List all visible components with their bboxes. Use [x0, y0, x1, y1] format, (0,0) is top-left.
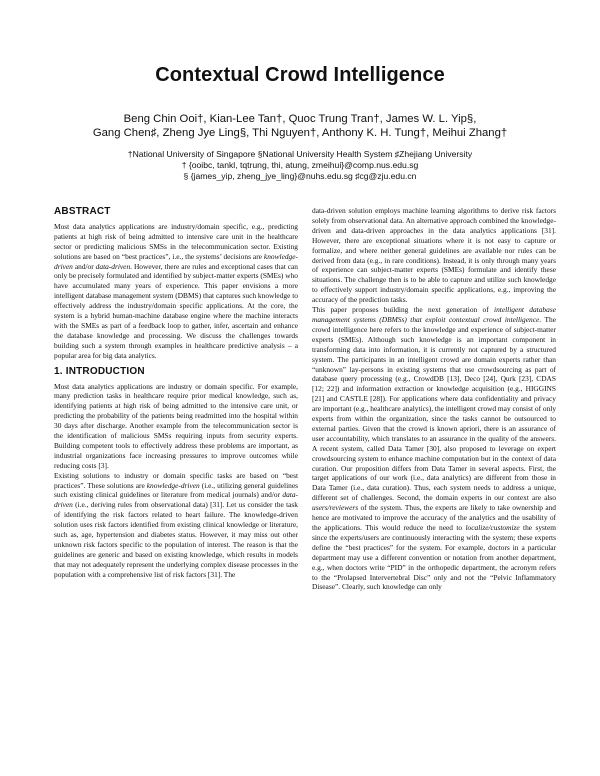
right-paragraph-1: data-driven solution employs machine learning algorithms to derive risk factors solely from observational data. An alternative approach combined the knowledge-driven and data-driven approaches in the data analytics applications [31]. However, there are exceptional situations where it is not easy to capture or formalize, and where neither general guidelines are available nor rules can be derived from data (e.g., in rare conditions). Instead, it is only through many years of experience can subject-matter experts (SMEs) formulate and identify these situations. The challenge then is to be able to capture and utilize such knowledge to effectively support industry/domain specific applications, e.g., improving the accuracy of the prediction tasks. [312, 206, 556, 305]
intro-paragraph-2: Existing solutions to industry or domain specific tasks are based on “best practices”. These solutions are knowledge-driven (i.e., utilizing general guidelines such existing clinical guidelines or literature from medical journals) and/or data-driven (i.e., deriving rules from observational data) [31]. Let us consider the task of identifying the risk factors related to heart failure. The knowledge-driven solution uses risk factors identified from existing clinical knowledge or literature, such as, age, hypertension and diabetes status. However, it may miss out other unknown risk factors specific to the population of interest. The reason is that the guidelines are generic and based on existing knowledge, which results in models that may not adequately represent the underlying complex disease processes in the population with a comprehensive list of risk factors [31]. The [54, 470, 298, 579]
introduction-heading: 1. INTRODUCTION [54, 365, 145, 377]
abstract-heading: ABSTRACT [54, 207, 111, 217]
paper-title: Contextual Crowd Intelligence [155, 64, 445, 86]
affiliations: †National University of Singapore §National University Health System ♯Zhejiang University [127, 149, 473, 159]
left-column [54, 207, 298, 767]
right-paragraph-2: This paper proposes building the next generation of intelligent database management systems (DBMSs) that exploit contextual crowd intelligence. The crowd intelligence here refers to the knowledge and experience of subject-matter experts (SMEs). Although such knowledge is an important component in transforming data into information, it is currently not captured by a structured system. The participants in an intelligent crowd are domain experts rather than “unknown” lay-persons in existing systems that use crowdsourcing as part of database query processing (e.g., CrowdDB [13], Deco [24], Qurk [23], CDAS [12; 22]) and information extraction or knowledge acquisition (e.g., HIGGINS [21] and CASTLE [28]). For applications where data confidentiality and privacy are important (e.g., healthcare analytics), the intelligent crowd may consist of only experts from within the organization, since the tasks cannot be outsourced to external parties. Given that the crowd is known apriori, there is an assurance of user accountability, which translates to an assurance in the quality of the answers. A recent system, called Data Tamer [30], also proposed to leverage on expert crowdsourcing system to enhance machine computation but in the context of data curation. Our proposition differs from Data Tamer in several aspects. First, the target applications of our work (i.e., data analytics) are different from those in Data Tamer (i.e., data curation). Thus, each system needs to address a unique, different set of challenges. Second, the domain experts in our context are also users/reviewers of the system. Thus, the experts are likely to take ownership and hence are motivated to improve the accuracy of the analytics and the usability of the applications. This would reduce the need to localize/customize the system since the experts/users are continuously interacting with the system; these experts define the “best practices” for the system. For example, doctors in a particular department may use a different convention or notation from another department, e.g., when doctors write “PID” in the orthopedic department, the acronym refers to the “Prolapsed Intervertebral Disc” only and not the “Pelvic Inflammatory Disease”. Clearly, such knowledge can only [312, 305, 556, 592]
author-list-line-1: Beng Chin Ooi†, Kian-Lee Tan†, Quoc Trung Tran†, James W. L. Yip§, [123, 113, 477, 125]
intro-paragraph-1: Most data analytics applications are industry or domain specific. For example, many prediction tasks in healthcare require prior medical knowledge, such as, identifying patients at high risk of being admitted to the intensive care unit, or predicting the probability of the patients being readmitted into the hospital within 30 days after discharge. Another example from the telecommunication sector is the identification of malicious SMSs requiring inputs from security experts. Building competent tools to effectively address these problems are important, as industrial organizations face increasing pressures to improve outcomes while reducing costs [3]. [54, 381, 298, 470]
emails-line-1: † {ooibc, tankl, tqtrung, thi, atung, zmeihui}@comp.nus.edu.sg [181, 160, 419, 170]
right-column [312, 206, 556, 766]
author-list-line-2: Gang Chen♯, Zheng Jye Ling§, Thi Nguyen†, Anthony K. H. Tung†, Meihui Zhang† [92, 127, 508, 139]
abstract-paragraph: Most data analytics applications are industry/domain specific, e.g., predicting patients at high risk of being admitted to intensive care unit in the healthcare sector or predicting malicious SMSs in the telecommunication sector. Existing solutions are based on “best practices”, i.e., the systems’ decisions are knowledge-driven and/or data-driven. However, there are rules and exceptional cases that can only be precisely formulated and identified by subject-matter experts (SMEs) who have accumulated many years of experience. This paper envisions a more intelligent database management system (DBMS) that captures such knowledge to effectively address the industry/domain specific applications. At the core, the system is a hybrid human-machine database engine where the machine interacts with the SMEs as part of a feedback loop to gather, infer, ascertain and enhance the database knowledge and processing. We discuss the challenges towards building such a system through examples in healthcare predictive analysis – a popular area for big data analytics. [54, 221, 298, 360]
emails-line-2: § {james_yip, zheng_jye_ling}@nuhs.edu.sg ♯cg@zju.edu.cn [183, 171, 417, 181]
